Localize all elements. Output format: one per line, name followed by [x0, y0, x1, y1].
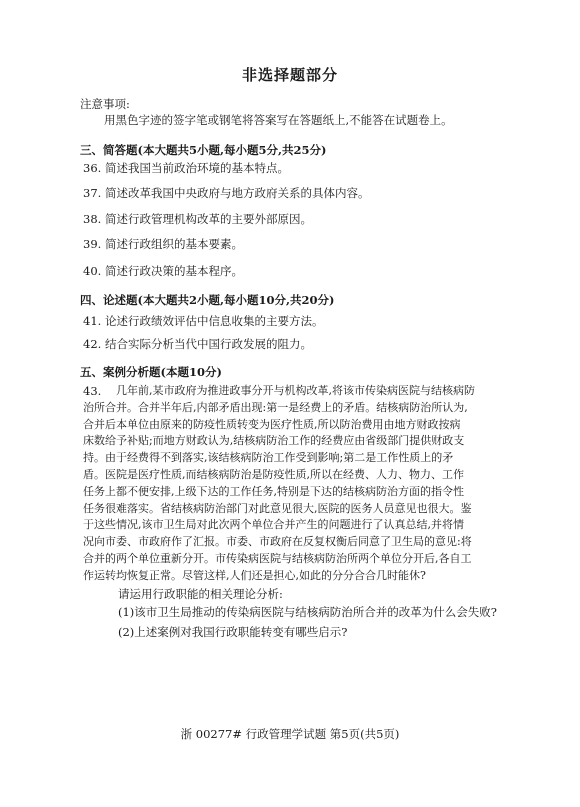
case-line: 床数给予补贴;而地方财政认为,结核病防治工作的经费应由省级部门提供财政支 — [83, 434, 465, 448]
notice-heading: 注意事项: — [80, 97, 130, 111]
question-37: 37. 简述改革我国中央政府与地方政府关系的具体内容。 — [83, 186, 370, 200]
section-5-heading: 五、案例分析题(本题10分) — [80, 365, 222, 379]
case-line: 任务很难落实。省结核病防治部门对此意见很大,医院的医务人员意见也很大。鉴 — [83, 501, 472, 515]
case-line: 几年前,某市政府为推进政事分开与机构改革,将该市传染病医院与结核病防 — [116, 384, 475, 397]
section-3-heading: 三、简答题(本大题共5小题,每小题5分,共25分) — [80, 143, 327, 157]
page-title: 非选择题部分 — [241, 66, 338, 84]
case-line: 况向市委、市政府作了汇报。市委、市政府在反复权衡后同意了卫生局的意见:将 — [83, 535, 472, 549]
case-line: 合并的两个单位重新分开。市传染病医院与结核病防治所两个单位分开后,各自工 — [83, 551, 472, 565]
question-42: 42. 结合实际分析当代中国行政发展的阻力。 — [83, 337, 312, 351]
case-paragraph — [83, 383, 513, 585]
subquestion-2: (2)上述案例对我国行政职能转变有哪些启示? — [118, 625, 348, 639]
case-line: 持。由于经费得不到落实,该结核病防治工作受到影响;第二是工作性质上的矛 — [83, 451, 454, 465]
case-line: 于这些情况,该市卫生局对此次两个单位合并产生的问题进行了认真总结,并将情 — [83, 518, 464, 532]
subquestion-1: (1)该市卫生局推动的传染病医院与结核病防治所合并的改革为什么会失败? — [118, 605, 497, 619]
question-39: 39. 简述行政组织的基本要素。 — [83, 237, 243, 251]
case-line: 治所合并。合并半年后,内部矛盾出现:第一是经费上的矛盾。结核病防治所认为, — [83, 400, 468, 414]
question-38: 38. 简述行政管理机构改革的主要外部原因。 — [83, 212, 312, 226]
notice-text: 用黑色字迹的签字笔或钢笔将答案写在答题纸上,不能答在试题卷上。 — [104, 113, 453, 127]
page-footer: 浙 00277# 行政管理学试题 第5页(共5页) — [180, 727, 400, 741]
question-43-number: 43. — [83, 384, 102, 398]
question-41: 41. 论述行政绩效评估中信息收集的主要方法。 — [83, 314, 324, 328]
case-prompt: 请运用行政职能的相关理论分析: — [118, 587, 283, 601]
case-line: 盾。医院是医疗性质,而结核病防治是防疫性质,所以在经费、人力、物力、工作 — [83, 467, 464, 481]
question-40: 40. 简述行政决策的基本程序。 — [83, 264, 243, 278]
case-line: 任务上都不便安排,上级下达的工作任务,特别是下达的结核病防治方面的指令性 — [83, 484, 464, 498]
case-line: 合并后本单位由原来的防疫性质转变为医疗性质,所以防治费用由地方财政按病 — [83, 417, 461, 431]
question-36: 36. 简述我国当前政治环境的基本特点。 — [83, 161, 289, 175]
section-4-heading: 四、论述题(本大题共2小题,每小题10分,共20分) — [80, 293, 335, 307]
case-line: 作运转均恢复正常。尽管这样,人们还是担心,如此的分分合合几时能休? — [83, 568, 426, 582]
